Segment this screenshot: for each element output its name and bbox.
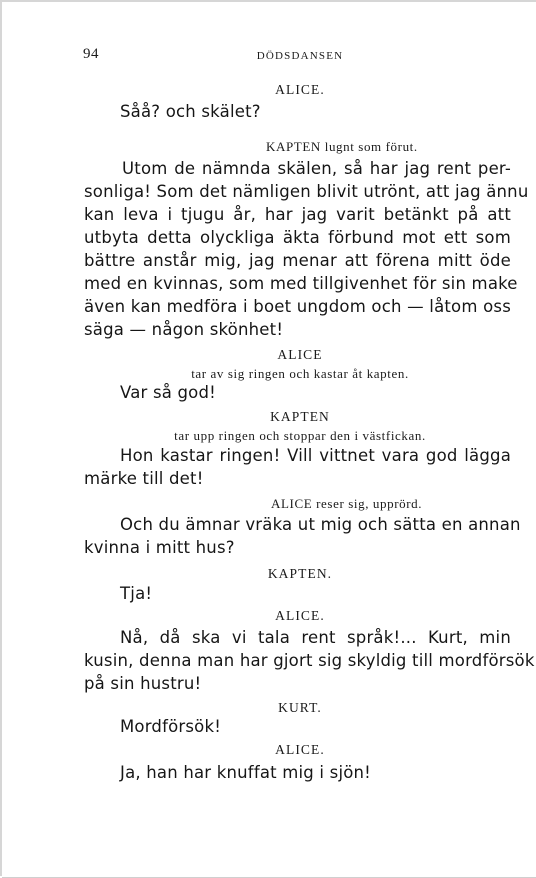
stage-direction: tar upp ringen och stoppar den i västfickan.	[174, 428, 426, 443]
running-title: DÖDSDANSEN	[256, 50, 344, 62]
speech-line: med en kvinnas, som med tillgivenhet för sin make	[84, 274, 518, 293]
speech-line: Tja!	[120, 584, 153, 603]
speaker-alice-direction: ALICE reser sig, upprörd.	[271, 496, 423, 511]
speaker-kurt: KURT.	[278, 700, 322, 715]
speaker-alice: ALICE	[277, 347, 323, 362]
speech-line: kvinna i mitt hus?	[84, 538, 235, 557]
speech-line: kusin, denna man har gjort sig skyldig till mordförsök	[84, 651, 535, 670]
speaker-alice: ALICE.	[275, 608, 325, 623]
speech-line: utbyta detta olyckliga äkta förbund mot ett som	[84, 228, 511, 247]
speech-line: säga — någon skönhet!	[84, 320, 284, 339]
speech-line: Mordförsök!	[120, 717, 222, 736]
speech-line: Hon kastar ringen! Vill vittnet vara god lägga	[120, 446, 511, 465]
speech-line: märke till det!	[84, 469, 204, 488]
speech-line: Utom de nämnda skälen, så har jag rent per-	[122, 159, 511, 178]
speech-line: Ja, han har knuffat mig i sjön!	[120, 763, 372, 782]
page-bottom-edge	[2, 872, 536, 878]
page-header	[2, 46, 536, 68]
page-number: 94	[83, 46, 99, 62]
speech-line: Såå? och skälet?	[120, 102, 261, 121]
speech-line: bättre anstår mig, jag menar att förena mitt öde	[84, 251, 511, 270]
speaker-kapten: KAPTEN	[270, 409, 330, 424]
speech-line: kan leva i tjugu år, har jag varit betänkt på att	[84, 205, 511, 224]
speech-line: Och du ämnar vräka ut mig och sätta en annan	[120, 515, 521, 534]
speech-line: på sin hustru!	[84, 674, 202, 693]
speech-line: Nå, då ska vi tala rent språk!... Kurt, min	[120, 628, 511, 647]
speech-line: Var så god!	[120, 383, 216, 402]
speaker-kapten: KAPTEN.	[267, 566, 333, 581]
speaker-alice: ALICE.	[275, 742, 325, 757]
speech-line: även kan medföra i boet ungdom och — låtom oss	[84, 297, 511, 316]
speaker-kapten-direction: KAPTEN lugnt som förut.	[266, 139, 418, 154]
speaker-alice: ALICE.	[275, 82, 325, 97]
speech-line: sonliga! Som det nämligen blivit utrönt, att jag ännu	[84, 182, 529, 201]
stage-direction: tar av sig ringen och kastar åt kapten.	[191, 366, 409, 381]
